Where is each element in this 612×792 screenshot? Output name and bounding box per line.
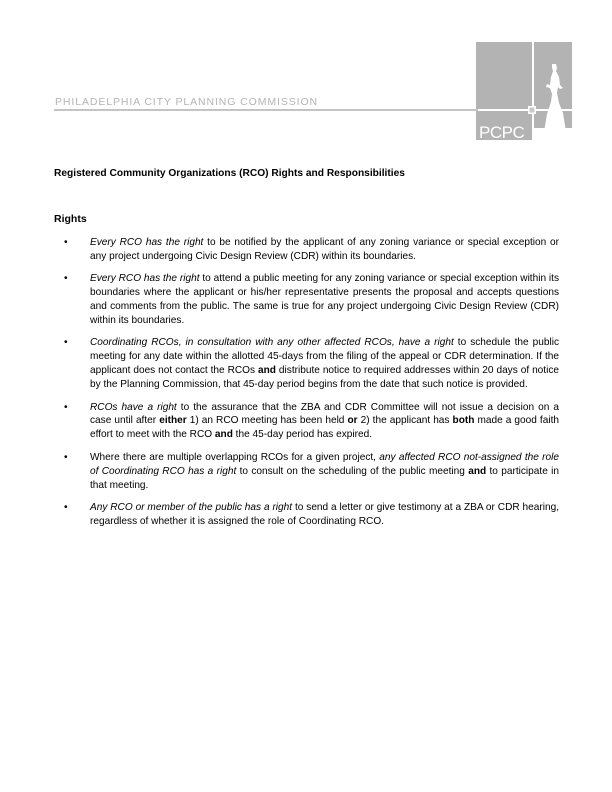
text-run: to attend a public meeting for any zoning variance or special exception within its boundaries where the applicant or his/her representative presents the proposal and accepts questions and comments from the public. The same is true for any project undergoing Civic Design Review (CDR) within its boundaries. — [90, 273, 560, 327]
text-run: Every RCO has the right — [90, 237, 204, 248]
document-title: Registered Community Organizations (RCO) Rights and Responsibilities — [54, 168, 405, 179]
bullet-icon: • — [64, 401, 68, 413]
rights-list-item — [54, 336, 559, 392]
bullet-icon: • — [64, 451, 68, 463]
text-run: Where there are multiple overlapping RCOs for a given project, — [90, 451, 380, 463]
text-run: any affected RCO not-assigned the role of Coordinating RCO has a right — [90, 451, 559, 477]
bullet-icon: • — [64, 337, 68, 349]
text-run: RCOs have a right — [90, 401, 177, 413]
text-run: 1) an RCO meeting has been held — [186, 415, 348, 427]
text-run: distribute notice to required addresses within 20 days of notice by the Planning Commission, that 45-day period begins from the date that such notice is provided. — [90, 365, 560, 391]
text-run: to the assurance that the ZBA and CDR Committee will not issue a decision on a case until after — [90, 401, 559, 427]
organization-name: PHILADELPHIA CITY PLANNING COMMISSION — [55, 96, 318, 108]
text-run: and — [214, 429, 233, 441]
rights-list-item — [54, 401, 559, 443]
text-run: to send a letter or give testimony at a ZBA or CDR hearing, regardless of whether it is assigned the role of Coordinating RCO. — [90, 502, 559, 527]
rights-list-item — [54, 451, 559, 493]
bullet-icon: • — [64, 273, 68, 285]
text-run: to participate in that meeting. — [90, 465, 560, 491]
text-run: to schedule the public meeting for any date within the allotted 45-days from the filing of the appeal or CDR determination. If the applicant does not contact the RCOs — [90, 337, 559, 377]
logo-text: PCPC — [479, 123, 525, 140]
header-divider — [54, 109, 478, 111]
text-run: made a good faith effort to meet with the RCO — [90, 415, 559, 441]
rights-list-item — [54, 501, 559, 529]
rights-list-item — [54, 272, 559, 328]
text-run: or — [347, 415, 358, 427]
text-run: the 45-day period has expired. — [232, 429, 373, 441]
rights-list — [54, 236, 559, 537]
text-run: Any RCO or member of the public has a right — [90, 502, 293, 513]
text-run: 2) the applicant has — [357, 415, 453, 427]
text-run: and — [468, 465, 487, 477]
text-run: either — [159, 415, 187, 427]
text-run: and — [258, 365, 276, 377]
text-run: to consult on the scheduling of the public meeting — [236, 465, 469, 477]
pcpc-logo-icon — [476, 42, 572, 140]
bullet-icon: • — [64, 502, 68, 513]
rights-list-item — [54, 236, 559, 264]
bullet-icon: • — [64, 237, 68, 248]
text-run: both — [452, 415, 475, 427]
text-run: Coordinating RCOs, in consultation with any other affected RCOs, have a right — [90, 337, 454, 349]
text-run: Every RCO has the right — [90, 273, 200, 285]
text-run: to be notified by the applicant of any zoning variance or special exception or any project undergoing Civic Design Review (CDR) within its boundaries. — [90, 237, 559, 262]
section-heading-rights: Rights — [54, 213, 87, 225]
